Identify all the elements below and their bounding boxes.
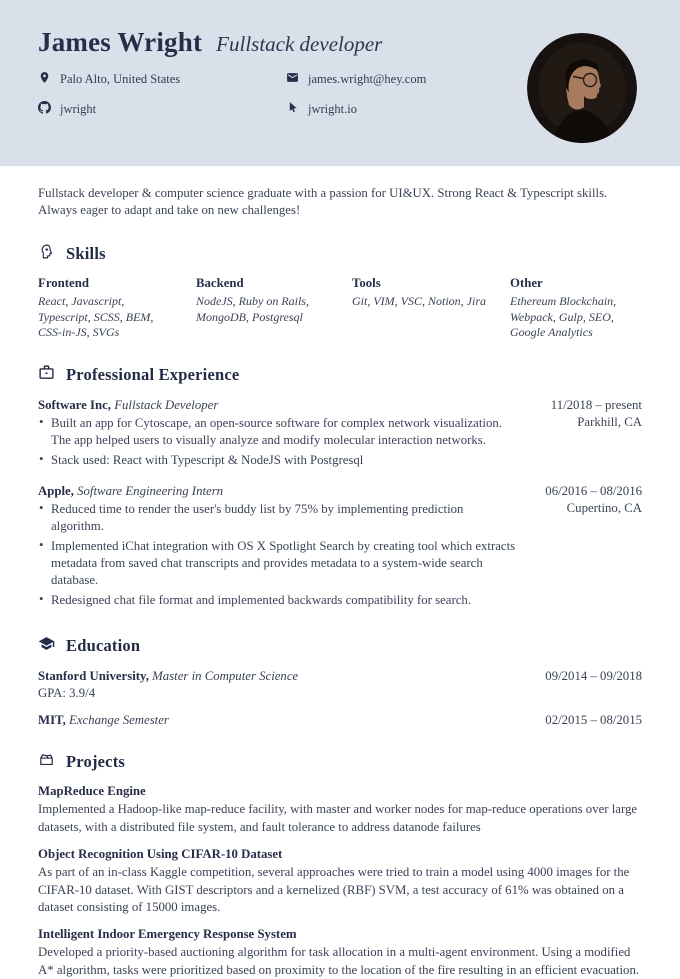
bullet-item: • Redesigned chat file format and implemented backwards compatibility for search. xyxy=(38,592,516,609)
section-projects xyxy=(38,751,642,979)
person-job-title: Fullstack developer xyxy=(216,32,383,56)
bullet-item: • Implemented iChat integration with OS X Spotlight Search by creating tool which extracts metadata from saved chat transcripts and provides metadata to a system-wide search database. xyxy=(38,538,516,589)
skill-label: Frontend xyxy=(38,275,89,290)
experience-bullets xyxy=(38,415,516,472)
github-handle-text[interactable]: jwright xyxy=(60,102,97,116)
entry-dates: 06/2016 – 08/2016 xyxy=(545,484,642,499)
profile-photo xyxy=(527,33,637,143)
website-text[interactable]: jwright.io xyxy=(308,102,357,116)
experience-bullets xyxy=(38,501,516,612)
company-name: Apple, xyxy=(38,484,74,499)
bullet-item: • Stack used: React with Typescript & NodeJS with Postgresql xyxy=(38,452,516,469)
project-description: As part of an in-class Kaggle competition, several approaches were tried to train a model using 4000 images for the CIFAR-10 dataset. With GIST descriptors and a kernelized (RBF) SVM, a test accuracy of 61% was obtained on a dataset consisting of 15000 images. xyxy=(38,865,630,914)
entry-location: Parkhill, CA xyxy=(577,415,642,430)
experience-entry xyxy=(38,484,642,612)
education-entry xyxy=(38,713,642,728)
contact-email[interactable] xyxy=(286,71,526,88)
education-section-title: Education xyxy=(66,636,141,656)
project-description: Implemented a Hadoop-like map-reduce facility, with master and worker nodes for map-reduce operations over large datasets, with a distributed file system, and fault tolerance to address datanode failures xyxy=(38,802,638,834)
skills-section-title: Skills xyxy=(66,243,106,263)
bullet-item: • Reduced time to render the user's buddy list by 75% by implementing prediction algorithm. xyxy=(38,501,516,535)
contact-github[interactable] xyxy=(38,101,286,118)
skill-label: Backend xyxy=(196,275,244,290)
entry-dates: 02/2015 – 08/2015 xyxy=(545,713,642,728)
degree-title: Master in Computer Science xyxy=(152,669,299,684)
education-entry xyxy=(38,669,642,701)
project-description: Developed a priority-based auctioning algorithm for task allocation in a multi-agent environment. Using a modified A* algorithm, tasks were prioritized based on proximity to the location of the fire resulting in an efficient evacuation. xyxy=(38,945,640,977)
location-text: Palo Alto, United States xyxy=(60,72,181,86)
skill-column-tools xyxy=(352,276,510,341)
email-icon xyxy=(286,71,299,88)
skill-column-backend xyxy=(196,276,352,341)
project-entry xyxy=(38,927,642,979)
school-name: MIT, xyxy=(38,713,66,728)
head-heart-icon xyxy=(38,243,55,265)
experience-section-title: Professional Experience xyxy=(66,365,240,385)
section-skills xyxy=(38,243,642,341)
education-section-head xyxy=(38,635,642,657)
entry-location: Cupertino, CA xyxy=(566,501,642,516)
skill-label: Other xyxy=(510,275,543,290)
resume-header xyxy=(0,0,680,166)
skills-section-head xyxy=(38,243,642,265)
contact-website[interactable] xyxy=(286,101,526,118)
gpa-note: GPA: 3.9/4 xyxy=(38,686,96,701)
project-entry xyxy=(38,847,642,916)
projects-section-head xyxy=(38,751,642,773)
location-pin-icon xyxy=(38,71,51,88)
role-title: Software Engineering Intern xyxy=(77,484,224,499)
briefcase-icon xyxy=(38,364,55,386)
project-name: Object Recognition Using CIFAR-10 Dataset xyxy=(38,847,283,862)
section-experience xyxy=(38,364,642,612)
email-text[interactable]: james.wright@hey.com xyxy=(308,72,427,86)
bullet-item: • Built an app for Cytoscape, an open-source software for complex network visualization. The app helped users to visually analyze and modify molecular interaction networks. xyxy=(38,415,516,449)
degree-title: Exchange Semester xyxy=(69,713,169,728)
school-name: Stanford University, xyxy=(38,669,149,684)
skill-label: Tools xyxy=(352,275,381,290)
project-name: Intelligent Indoor Emergency Response System xyxy=(38,927,297,942)
graduation-cap-icon xyxy=(38,635,55,657)
person-name: James Wright xyxy=(38,27,203,57)
skill-items: React, Javascript, Typescript, SCSS, BEM, CSS-in-JS, SVGs xyxy=(38,293,154,340)
section-education xyxy=(38,635,642,728)
experience-section-head xyxy=(38,364,642,386)
projects-section-title: Projects xyxy=(66,752,126,772)
skill-items: NodeJS, Ruby on Rails, MongoDB, Postgresql xyxy=(196,293,309,324)
skills-grid xyxy=(38,276,642,341)
skill-items: Git, VIM, VSC, Notion, Jira xyxy=(352,293,486,308)
company-name: Software Inc, xyxy=(38,398,111,413)
entry-dates: 09/2014 – 09/2018 xyxy=(545,669,642,684)
contact-location xyxy=(38,71,286,88)
project-entry xyxy=(38,784,642,836)
github-icon xyxy=(38,101,51,118)
open-box-icon xyxy=(38,751,55,773)
resume-body xyxy=(0,185,680,979)
cursor-icon xyxy=(286,101,299,118)
skill-items: Ethereum Blockchain, Webpack, Gulp, SEO, Google Analytics xyxy=(510,293,617,340)
entry-dates: 11/2018 – present xyxy=(550,398,642,413)
skill-column-frontend xyxy=(38,276,196,341)
role-title: Fullstack Developer xyxy=(114,398,219,413)
project-name: MapReduce Engine xyxy=(38,784,146,799)
summary-text: Fullstack developer & computer science graduate with a passion for UI&UX. Strong React & Typescript skills. Always eager to adapt and take on new challenges! xyxy=(38,186,608,218)
experience-entry xyxy=(38,398,642,472)
skill-column-other xyxy=(510,276,642,341)
